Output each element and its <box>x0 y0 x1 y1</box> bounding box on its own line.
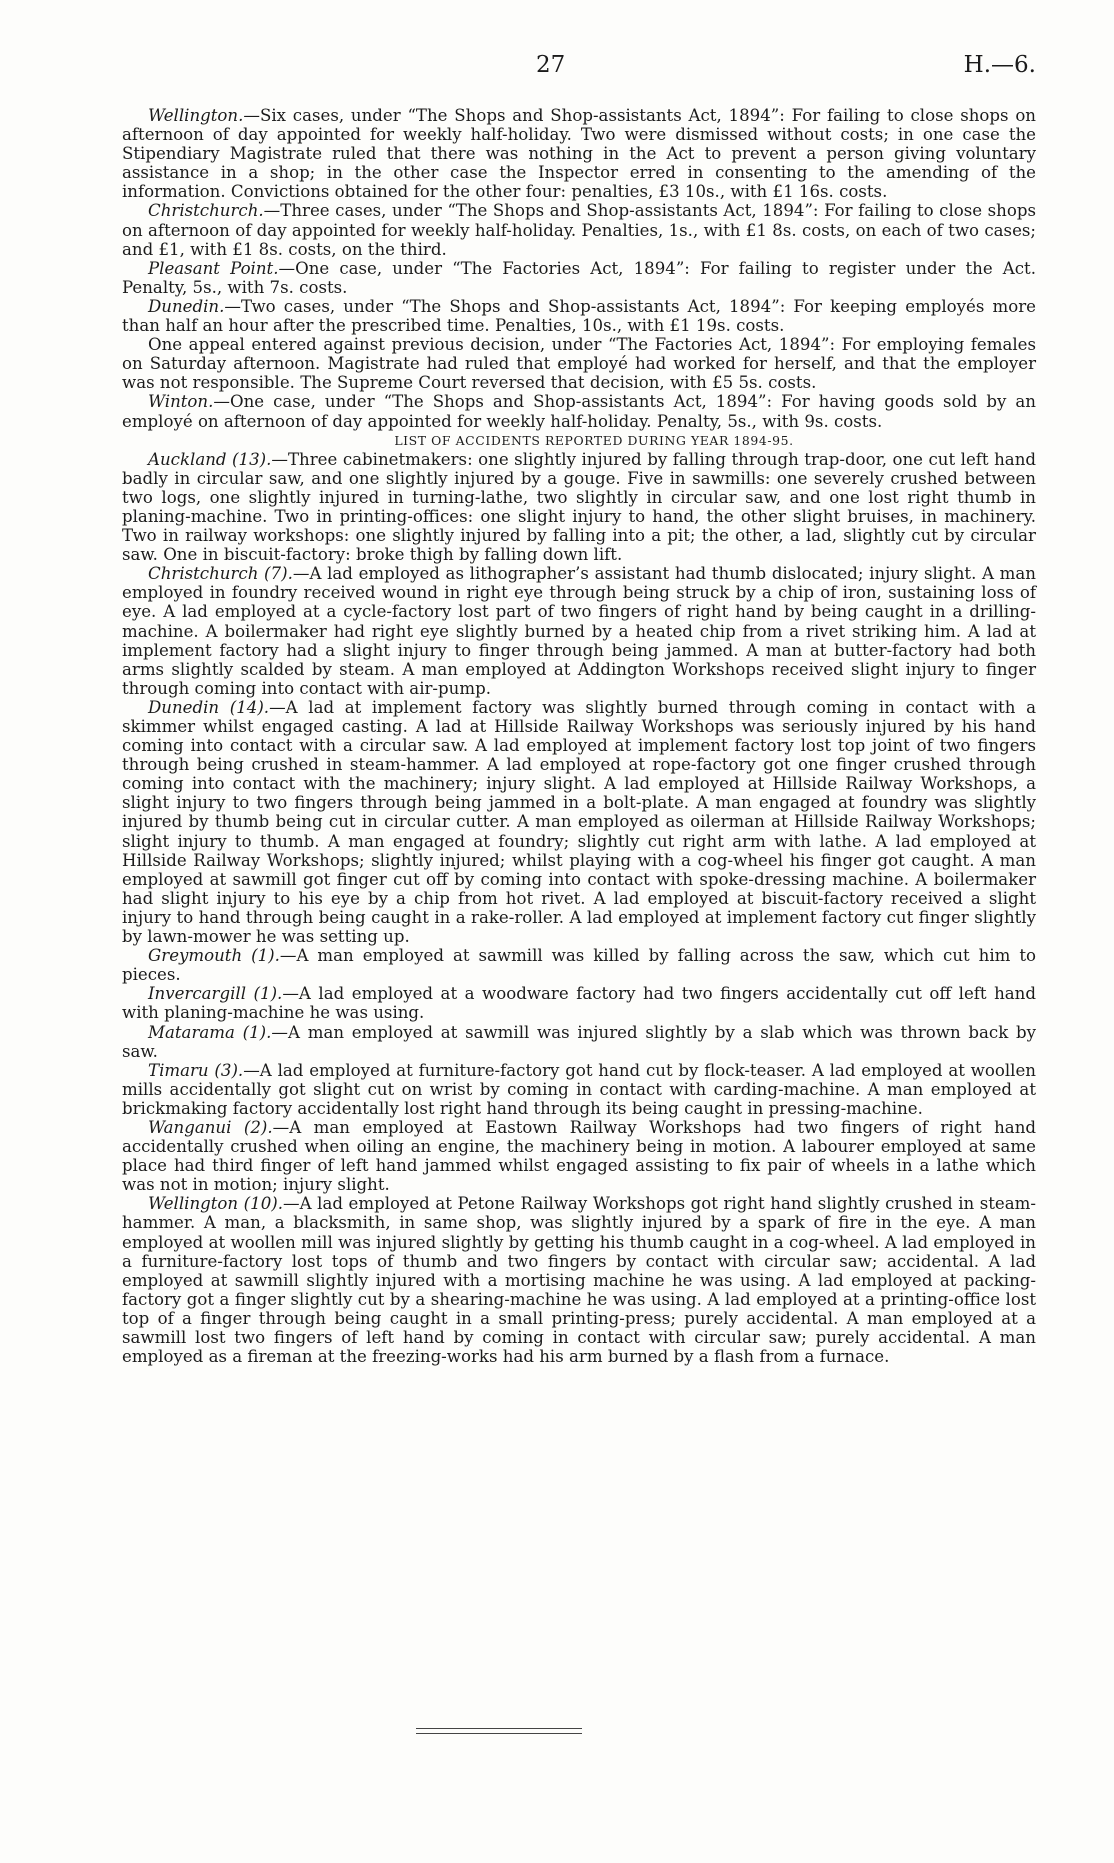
paragraph-text: A lad employed at a woodware factory had two fingers accidentally cut off left hand with planing-machine he was using. <box>122 984 1036 1023</box>
place-name: Greymouth (1).— <box>148 946 297 966</box>
page-header <box>0 52 1114 80</box>
place-name: Dunedin.— <box>148 296 241 316</box>
paragraph-text: Two cases, under “The Shops and Shop-assistants Act, 1894”: For keeping employés more than half an hour after the prescribed time. Penalties, 10s., with £1 19s. costs. <box>122 296 1036 336</box>
paragraph-text: Six cases, under “The Shops and Shop-assistants Act, 1894”: For failing to close shops on afternoon of day appointed for weekly half-holiday. Two were dismissed without costs; in one case the Stipendiary Magistrate ruled that there was nothing in the Act to prevent a person giving voluntary assistance in a shop; in the other case the Inspector erred in consenting to the amending of the information. Convictions obtained for the other four: penalties, £3 10s., with £1 16s. costs. <box>122 106 1036 202</box>
paragraph-text: A lad employed at furniture-factory got hand cut by flock-teaser. A lad employed at woollen mills accidentally got slight cut on wrist by coming in contact with carding-machine. A man employed at brickmaking factory accidentally lost right hand through its being caught in pressing-machine. <box>122 1060 1036 1118</box>
accident-auckland <box>122 450 1036 565</box>
accident-dunedin <box>122 698 1036 946</box>
place-name: Dunedin (14).— <box>148 697 286 717</box>
paragraph-text: A lad employed at Petone Railway Workshops got right hand slightly crushed in steam-hammer. A man, a blacksmith, in same shop, was slightly injured by a spark of fire in the eye. A man employed at woollen mill was injured slightly by getting his thumb caught in a cog-wheel. A lad employed in a furniture-factory lost tops of thumb and two fingers by contact with circular saw; accidental. A lad employed at sawmill slightly injured with a mortising machine he was using. A lad employed at packing-factory got a finger slightly cut by a shearing-machine he was using. A lad employed at a printing-office lost top of a finger through being caught in a small printing-press; purely accidental. A man employed at a sawmill lost two fingers of left hand by coming in contact with circular saw; purely accidental. A man employed as a fireman at the freezing-works had his arm burned by a flash from a furnace. <box>122 1194 1036 1367</box>
accident-greymouth <box>122 946 1036 984</box>
place-name: Invercargill (1).— <box>148 984 299 1004</box>
prosecution-dunedin <box>122 297 1036 335</box>
place-name: Wanganui (2).— <box>148 1117 290 1137</box>
place-name: Pleasant Point.— <box>148 258 296 278</box>
paragraph-text: Three cases, under “The Shops and Shop-assistants Act, 1894”: For failing to close shops on afternoon of day appointed for weekly half-holiday. Penalties, 1s., with £1 8s. costs, on each of two cases; and £1, with £1 8s. costs, on the third. <box>122 201 1036 259</box>
place-name: Auckland (13).— <box>148 449 288 469</box>
paragraph-text: One case, under “The Factories Act, 1894”: For failing to register under the Act. Penalty, 5s., with 7s. costs. <box>122 258 1036 297</box>
accidents-heading: LIST OF ACCIDENTS REPORTED DURING YEAR 1894-95. <box>394 432 794 448</box>
accidents-section <box>122 450 1036 1367</box>
paragraph-text: A man employed at sawmill was killed by falling across the saw, which cut him to pieces. <box>122 946 1036 985</box>
paragraph-text: A lad employed as lithographer’s assistant had thumb dislocated; injury slight. A man employed in foundry received wound in right eye through being struck by a chip of iron, sustaining loss of eye. A lad employed at a cycle-factory lost part of two fingers of right hand by being caught in a drilling-machine. A boilermaker had right eye slightly burned by a heated chip from a rivet striking him. A lad at implement factory had a slight injury to finger through being jammed. A man at butter-factory had both arms slightly scalded by steam. A man employed at Addington Workshops received slight injury to finger through coming into contact with air-pump. <box>122 564 1036 698</box>
place-name: Christchurch.— <box>148 201 281 221</box>
body-text <box>122 106 1036 1366</box>
prosecution-appeal <box>122 335 1036 392</box>
paragraph-text: A lad at implement factory was slightly burned through coming in contact with a skimmer whilst engaged casting. A lad at Hillside Railway Workshops was seriously injured by his hand coming into contact with a circular saw. A lad employed at implement factory lost top joint of two fingers through being crushed in steam-hammer. A lad employed at rope-factory got one finger crushed through coming into contact with the machinery; injury slight. A lad employed at Hillside Railway Workshops, a slight injury to two fingers through being jammed in a bolt-plate. A man engaged at foundry was slightly injured by thumb being cut in circular cutter. A man employed as oilerman at Hillside Railway Workshops; slight injury to thumb. A man engaged at foundry; slightly cut right arm with lathe. A lad employed at Hillside Railway Workshops; slightly injured; whilst playing with a cog-wheel his finger got caught. A man employed at sawmill got finger cut off by coming into contact with spoke-dressing machine. A boilermaker had slight injury to his eye by a chip from hot rivet. A lad employed at biscuit-factory received a slight injury to hand through being caught in a rake-roller. A lad employed at implement factory cut finger slightly by lawn-mower he was setting up. <box>122 697 1036 947</box>
place-name: Wellington (10).— <box>148 1194 300 1214</box>
paragraph-text: One appeal entered against previous decision, under “The Factories Act, 1894”: For employing females on Saturday afternoon. Magistrate had ruled that employé had worked for herself, and that the employer was not responsible. The Supreme Court reversed that decision, with £5 5s. costs. <box>122 335 1036 393</box>
paragraph-text: A man employed at sawmill was injured slightly by a slab which was thrown back by saw. <box>122 1022 1036 1061</box>
prosecution-winton <box>122 392 1036 430</box>
prosecutions-section <box>122 106 1036 431</box>
place-name: Christchurch (7).— <box>148 564 310 584</box>
accident-invercargill <box>122 984 1036 1022</box>
prosecution-christchurch <box>122 201 1036 258</box>
paragraph-text: One case, under “The Shops and Shop-assistants Act, 1894”: For having goods sold by an employé on afternoon of day appointed for weekly half-holiday. Penalty, 5s., with 9s. costs. <box>122 392 1036 431</box>
prosecution-wellington <box>122 106 1036 201</box>
end-rule-bottom <box>416 1733 582 1734</box>
page-number: 27 <box>536 52 566 78</box>
prosecution-pleasant-point <box>122 259 1036 297</box>
accident-wanganui <box>122 1118 1036 1194</box>
document-reference: H.—6. <box>963 52 1036 78</box>
paragraph-text: Three cabinetmakers: one slightly injured by falling through trap-door, one cut left hand badly in circular saw, and one slightly injured by a gouge. Five in sawmills: one severely crushed between two logs, one slightly injured in turning-lathe, two slightly in circular saw, and one lost right thumb in planing-machine. Two in printing-offices: one slight injury to hand, the other slight bruises, in machinery. Two in railway workshops: one slightly injured by falling into a pit; the other, a lad, slightly cut by circular saw. One in biscuit-factory: broke thigh by falling down lift. <box>122 449 1037 565</box>
place-name: Winton.— <box>148 392 230 412</box>
place-name: Wellington.— <box>148 106 260 125</box>
end-rule-top <box>416 1728 582 1729</box>
accident-christchurch <box>122 564 1036 698</box>
paragraph-text: A man employed at Eastown Railway Workshops had two fingers of right hand accidentally crushed when oiling an engine, the machinery being in motion. A labourer employed at same place had third finger of left hand jammed whilst engaged assisting to fix pair of wheels in a lathe which was not in motion; injury slight. <box>122 1117 1036 1195</box>
accident-matarama <box>122 1023 1036 1061</box>
accident-timaru <box>122 1061 1036 1118</box>
place-name: Timaru (3).— <box>148 1060 260 1080</box>
accident-wellington <box>122 1194 1036 1366</box>
place-name: Matarama (1).— <box>148 1022 288 1042</box>
